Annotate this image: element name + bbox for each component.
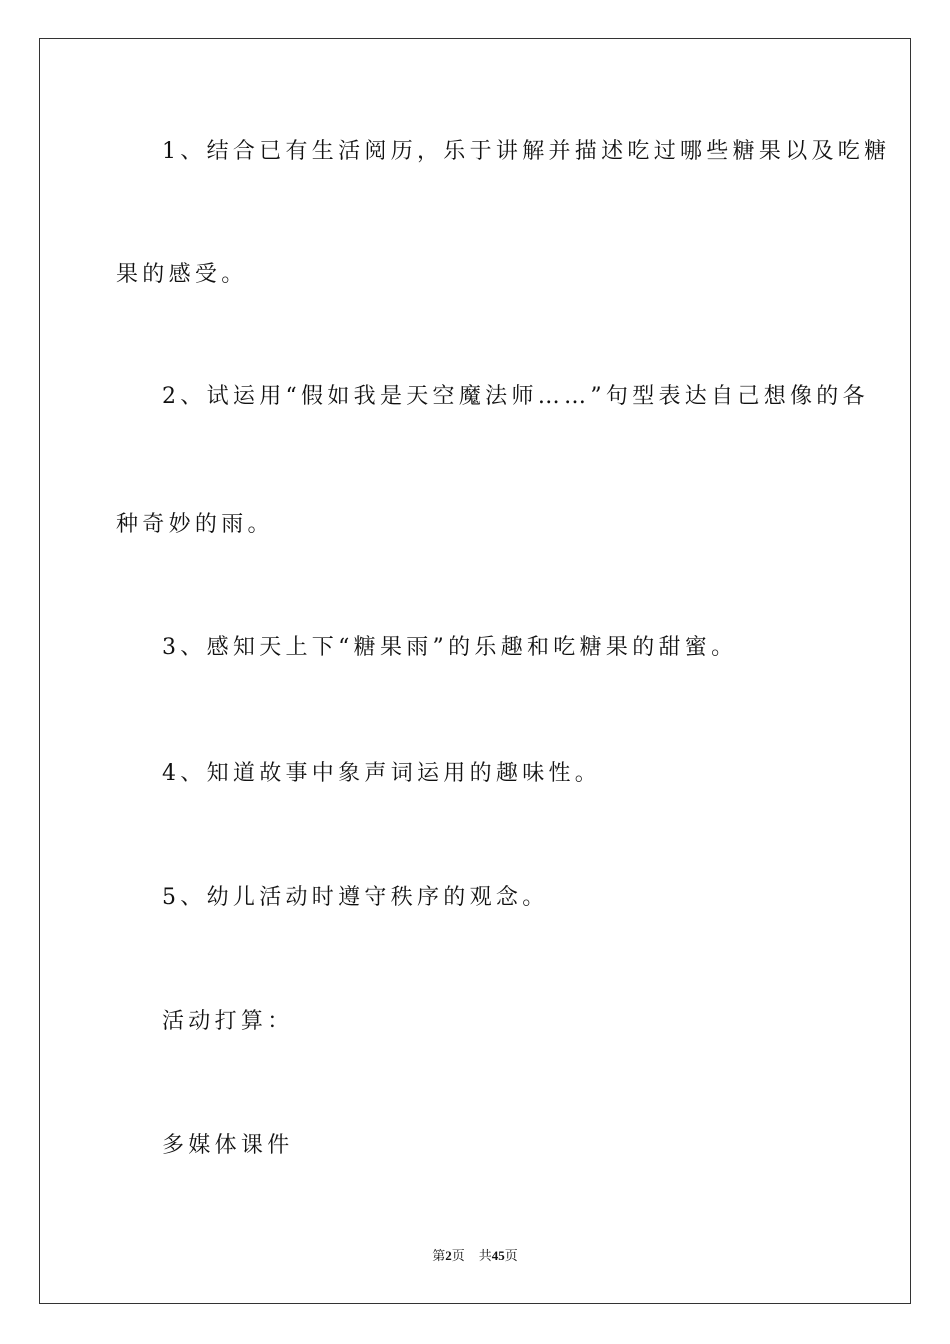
- footer-page-suffix: 页: [451, 1248, 465, 1263]
- footer-page-prefix: 第: [432, 1248, 446, 1263]
- paragraph-4: 4、知道故事中象声词运用的趣味性。: [162, 761, 602, 786]
- page-footer: [0, 1247, 950, 1265]
- section-heading: 活动打算：: [162, 1009, 294, 1034]
- footer-total-prefix: 共: [478, 1248, 492, 1263]
- footer-total-suffix: 页: [504, 1248, 518, 1263]
- paragraph-1-line-2: 果的感受。: [116, 262, 248, 287]
- footer-total-pages: 45: [491, 1248, 505, 1263]
- paragraph-2-line-1: 2、试运用“假如我是天空魔法师……”句型表达自己想像的各: [162, 384, 869, 409]
- section-item: 多媒体课件: [162, 1133, 294, 1158]
- paragraph-1-line-1: 1、结合已有生活阅历，乐于讲解并描述吃过哪些糖果以及吃糖: [162, 139, 891, 164]
- footer-page-number: 2: [445, 1248, 452, 1263]
- paragraph-3: 3、感知天上下“糖果雨”的乐趣和吃糖果的甜蜜。: [162, 635, 738, 660]
- paragraph-2-line-2: 种奇妙的雨。: [116, 512, 274, 537]
- paragraph-5: 5、幼儿活动时遵守秩序的观念。: [162, 885, 549, 910]
